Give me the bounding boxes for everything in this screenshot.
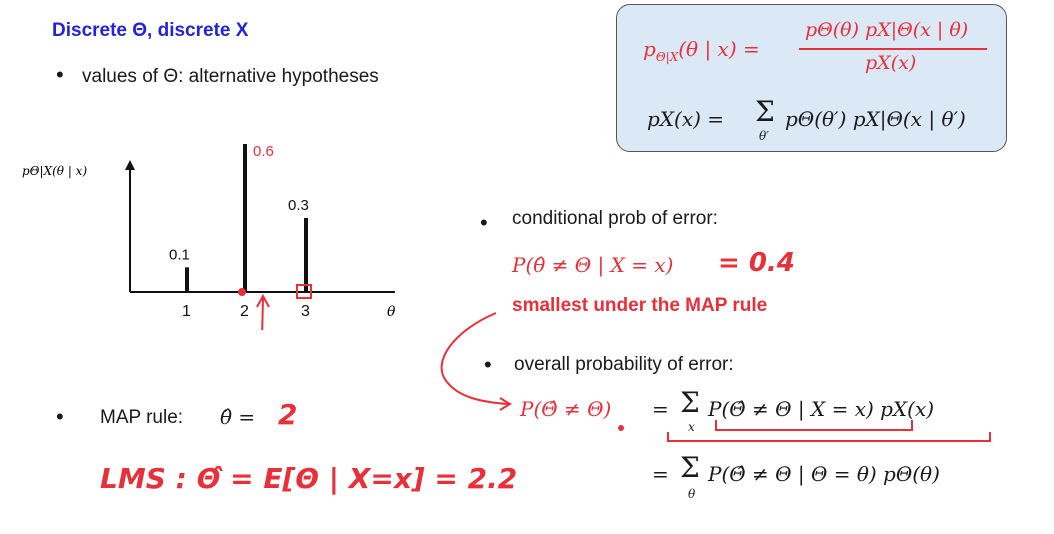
bullet-map-rule-text: MAP rule:: [100, 407, 184, 428]
sum-over-theta: Σ: [680, 451, 700, 484]
stem-value-label: 0.3: [288, 197, 309, 214]
x-tick-label: 2: [240, 303, 249, 320]
cond-error-formula: P(θ̂ ≠ Θ | X = x): [512, 253, 674, 277]
map-formula: θ̂ =: [220, 405, 256, 429]
posterior-denominator: pX(x): [865, 52, 917, 74]
sum-over-x: Σ: [680, 386, 700, 419]
bullet-overall-error-text: overall probability of error:: [514, 354, 734, 375]
bullet-dot: •: [56, 62, 64, 87]
bullet-dot: •: [56, 404, 64, 429]
slide-title: Discrete Θ, discrete X: [52, 20, 249, 41]
bullet-dot: •: [480, 210, 488, 235]
equals-1: =: [652, 397, 669, 421]
overall-error-rhs-1: P(Θ̂ ≠ Θ | X = x) pX(x): [708, 397, 935, 421]
y-axis-label: pΘ|X(θ | x): [22, 164, 88, 178]
x-tick-label: 3: [301, 303, 310, 320]
marginal-sum-index: θ′: [759, 129, 769, 143]
bullet-cond-error-text: conditional prob of error:: [512, 208, 718, 229]
stem-value-label: 0.1: [169, 246, 190, 264]
red-dot: [618, 425, 624, 431]
underline-conditional: [716, 420, 912, 430]
marginal-sum-symbol: Σ: [755, 95, 775, 128]
posterior-numerator: pΘ(θ) pX|Θ(x | θ): [805, 19, 969, 41]
curved-arrow: [442, 313, 508, 404]
marginal-lhs: pX(x) =: [647, 107, 725, 131]
stem-value-label: 0.6: [253, 143, 274, 160]
posterior-lhs: $p_{\Theta|X}(\theta$ | x) =: [643, 37, 760, 64]
underline-summand: [668, 432, 990, 441]
overall-error-rhs-2: P(Θ̂ ≠ Θ | Θ = θ) pΘ(θ): [708, 462, 940, 486]
map-value: 2: [278, 398, 298, 431]
bullet-values-text: values of Θ: alternative hypotheses: [82, 66, 379, 87]
marginal-rhs: pΘ(θ′) pX|Θ(x | θ′): [785, 107, 966, 131]
x-axis-label: θ: [387, 304, 396, 320]
smallest-note: smallest under the MAP rule: [512, 295, 768, 316]
sum-over-theta-index: θ: [688, 487, 696, 501]
equals-2: =: [652, 462, 669, 486]
lms-annotation: LMS : Θ̂ = E[Θ | X=x] = 2.2: [100, 462, 518, 495]
bullet-dot: •: [484, 352, 492, 377]
x-tick-label: 1: [182, 303, 191, 320]
cond-error-value: = 0.4: [718, 248, 795, 278]
overall-error-lhs: P(Θ̂ ≠ Θ): [520, 397, 612, 421]
sum-over-x-index: x: [688, 420, 695, 434]
